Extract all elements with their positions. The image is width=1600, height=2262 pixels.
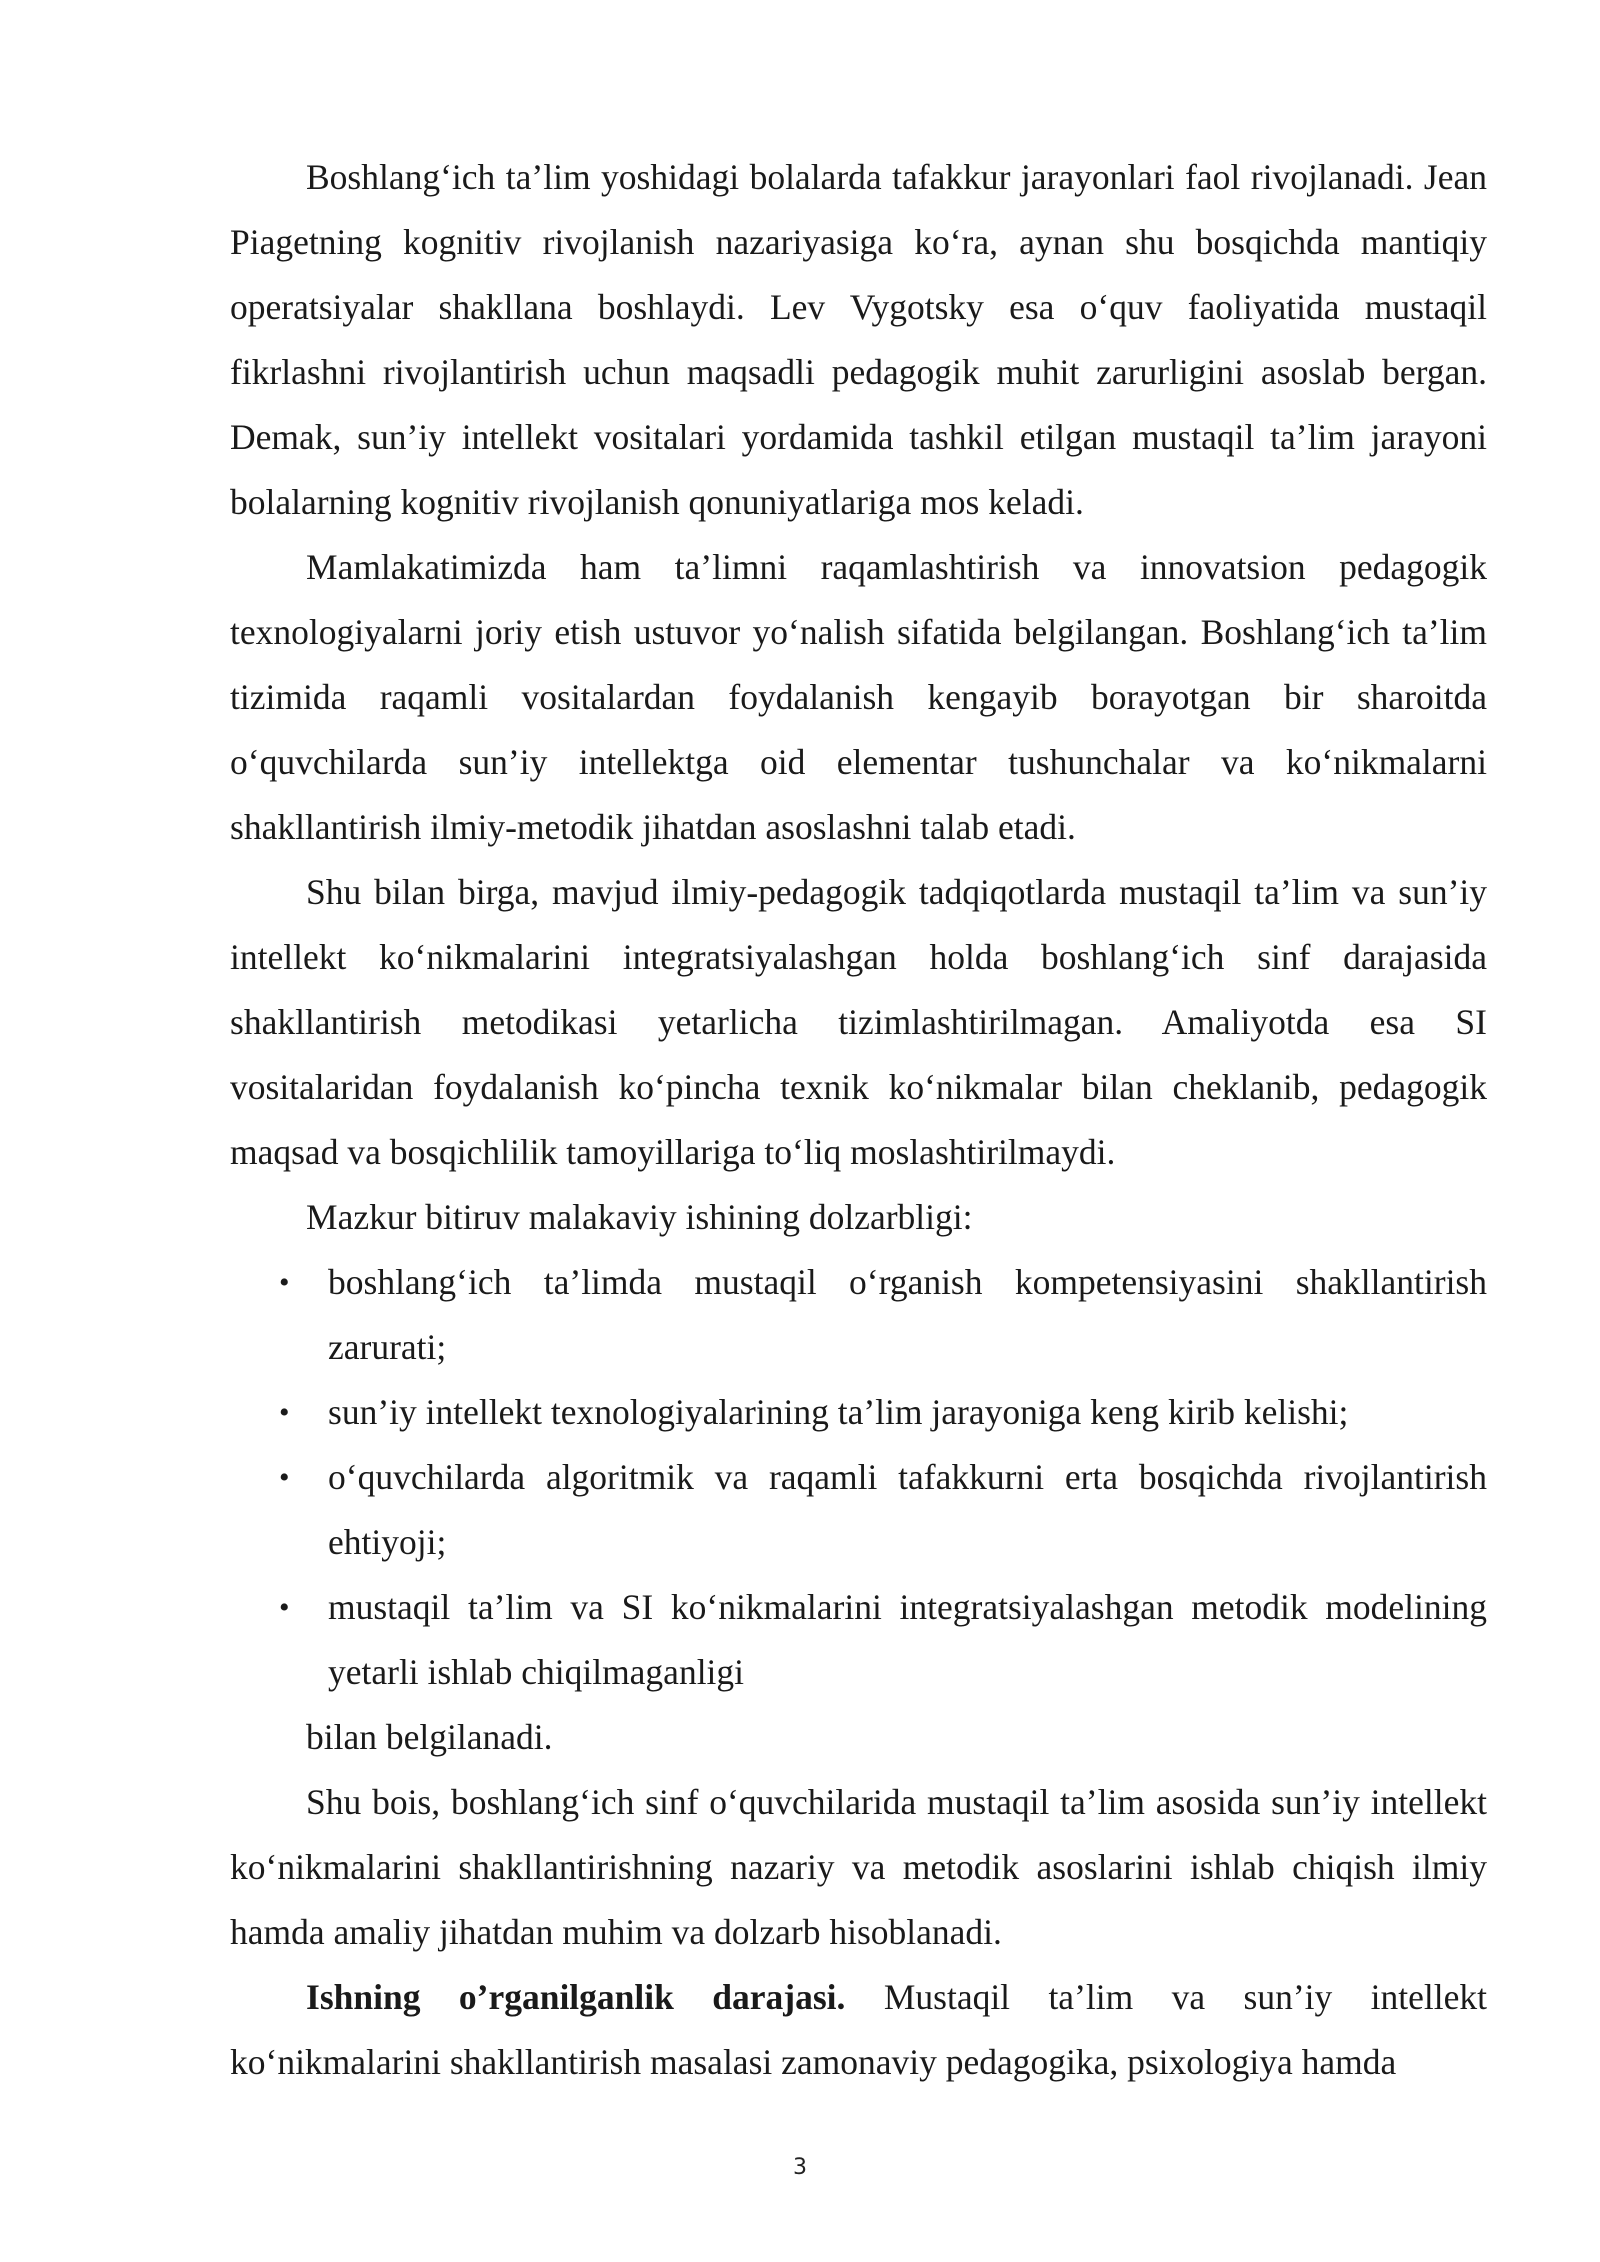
paragraph-study-level <box>230 1965 1487 2095</box>
document-page <box>230 145 1487 2095</box>
section-heading: Ishning o’rganilganlik darajasi. <box>306 1977 846 2017</box>
bullet-icon: • <box>279 1396 290 1429</box>
relevance-list-tail: bilan belgilanadi. <box>306 1717 553 1757</box>
list-item <box>230 1575 1487 1705</box>
paragraph-conclusion: Shu bois, boshlang‘ich sinf o‘quvchilarida mustaqil ta’lim asosida sun’iy intellekt ko‘nikmalarini shakllantirishning nazariy va metodik asoslarini ishlab chiqish ilmiy hamda amaliy jihatdan muhim va dolzarb hisoblanadi. <box>230 1782 1487 1952</box>
list-item-text: mustaqil ta’lim va SI ko‘nikmalarini integratsiyalashgan metodik modelining yetarli ishlab chiqilmaganligi <box>328 1587 1487 1692</box>
list-item <box>230 1445 1487 1575</box>
bullet-icon: • <box>279 1591 290 1624</box>
list-item <box>230 1380 1487 1445</box>
page-number: 3 <box>793 2155 807 2180</box>
list-item-text: o‘quvchilarda algoritmik va raqamli tafakkurni erta bosqichda rivojlantirish ehtiyoji; <box>328 1457 1487 1562</box>
relevance-list-intro: Mazkur bitiruv malakaviy ishining dolzarbligi: <box>306 1197 973 1237</box>
list-item-text: boshlang‘ich ta’limda mustaqil o‘rganish kompetensiyasini shakllantirish zarurati; <box>328 1262 1487 1367</box>
relevance-list <box>230 1250 1487 1705</box>
list-item <box>230 1250 1487 1380</box>
paragraph-cognitive-development: Boshlang‘ich ta’lim yoshidagi bolalarda tafakkur jarayonlari faol rivojlanadi. Jean Piagetning kognitiv rivojlanish nazariyasiga ko‘ra, aynan shu bosqichda mantiqiy operatsiyalar shakllana boshlaydi. Lev Vygotsky esa o‘quv faoliyatida mustaqil fikrlashni rivojlantirish uchun maqsadli pedagogik muhit zarurligini asoslab bergan. Demak, sun’iy intellekt vositalari yordamida tashkil etilgan mustaqil ta’lim jarayoni bolalarning kognitiv rivojlanish qonuniyatlariga mos keladi. <box>230 157 1487 522</box>
bullet-icon: • <box>279 1266 290 1299</box>
bullet-icon: • <box>279 1461 290 1494</box>
paragraph-research-gap: Shu bilan birga, mavjud ilmiy-pedagogik tadqiqotlarda mustaqil ta’lim va sun’iy intellekt ko‘nikmalarini integratsiyalashgan holda boshlang‘ich sinf darajasida shakllantirish metodikasi yetarlicha tizimlashtirilmagan. Amaliyotda esa SI vositalaridan foydalanish ko‘pincha texnik ko‘nikmalar bilan cheklanib, pedagogik maqsad va bosqichlilik tamoyillariga to‘liq moslashtirilmaydi. <box>230 872 1487 1172</box>
section-text: Mustaqil ta’lim va sun’iy intellekt ko‘nikmalarini shakllantirish masalasi zamonaviy pedagogika, psixologiya hamda <box>230 1977 1488 2082</box>
paragraph-digitalization: Mamlakatimizda ham ta’limni raqamlashtirish va innovatsion pedagogik texnologiyalarni joriy etish ustuvor yo‘nalish sifatida belgilangan. Boshlang‘ich ta’lim tizimida raqamli vositalardan foydalanish kengayib borayotgan bir sharoitda o‘quvchilarda sun’iy intellektga oid elementar tushunchalar va ko‘nikmalarni shakllantirish ilmiy-metodik jihatdan asoslashni talab etadi. <box>230 547 1487 847</box>
list-item-text: sun’iy intellekt texnologiyalarining ta’lim jarayoniga keng kirib kelishi; <box>328 1392 1349 1432</box>
